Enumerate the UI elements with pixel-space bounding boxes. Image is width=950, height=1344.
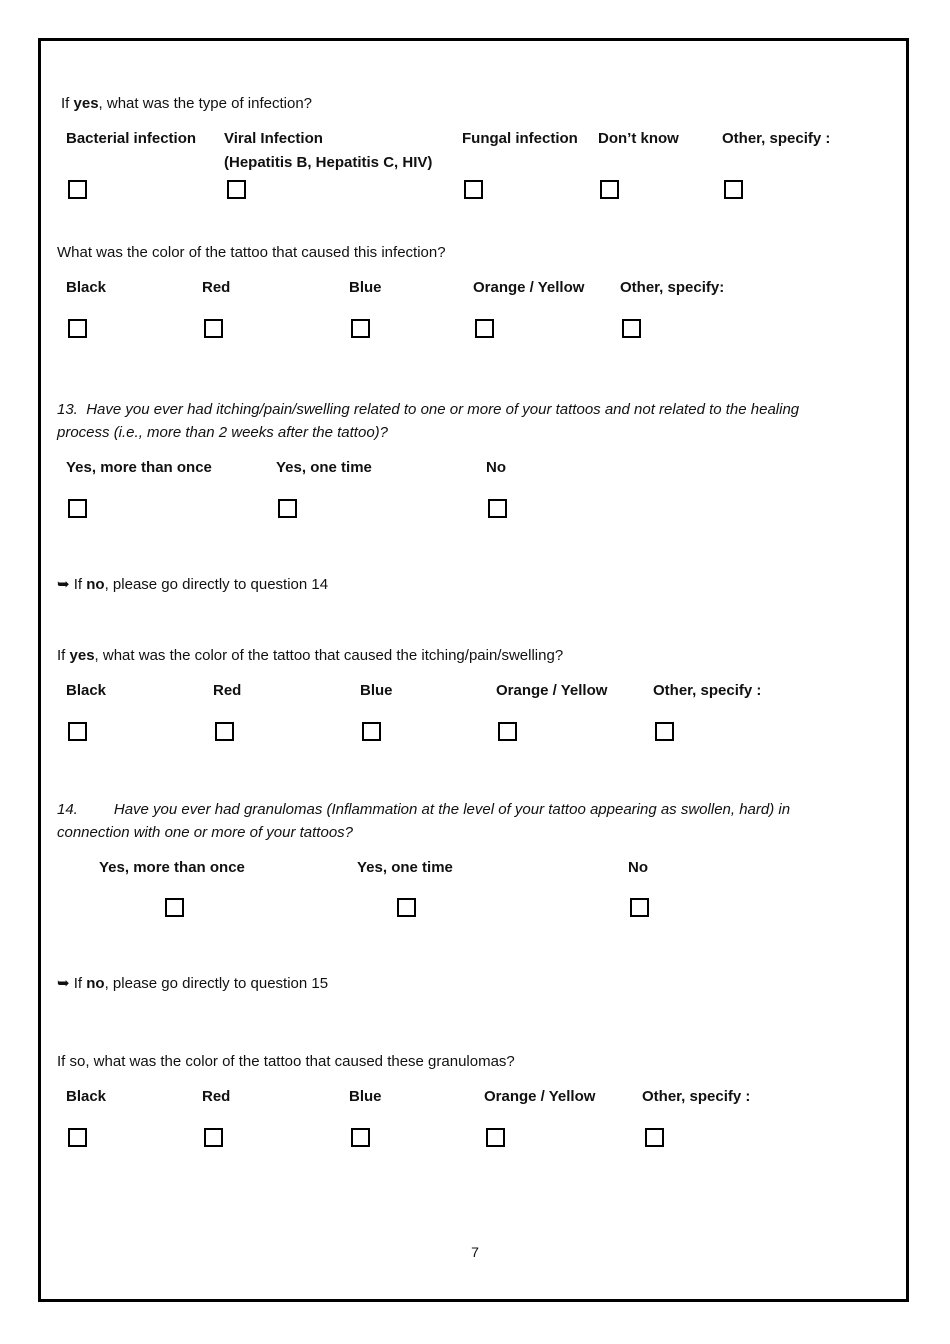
infection-type-question: If yes, what was the type of infection? (61, 95, 313, 112)
option-label: Other, specify : (722, 130, 831, 147)
page-number: 7 (471, 1244, 479, 1260)
option-label: Don’t know (598, 130, 679, 147)
question-13: 13. Have you ever had itching/pain/swelling related to one or more of your tattoos and not related to the healing process (i.e., more than 2 weeks after the tattoo)? (57, 401, 800, 441)
other-infection-checkbox[interactable] (724, 180, 743, 199)
q14-skip-instruction: ➥ If no, please go directly to question 15 (57, 975, 329, 992)
q13-yes-one-time-checkbox[interactable] (278, 499, 297, 518)
q13-no-checkbox[interactable] (488, 499, 507, 518)
granuloma-other-checkbox[interactable] (645, 1128, 664, 1147)
bacterial-infection-checkbox[interactable] (68, 180, 87, 199)
question-14: 14. Have you ever had granulomas (Inflammation at the level of your tattoo appearing as swollen, hard) in connection with one or more of your tattoos? (57, 801, 791, 841)
option-label: Red (213, 682, 242, 699)
option-label: Red (202, 1088, 231, 1105)
infection-orange-yellow-checkbox[interactable] (475, 319, 494, 338)
itching-other-checkbox[interactable] (655, 722, 674, 741)
option-label: Orange / Yellow (484, 1088, 596, 1105)
dont-know-checkbox[interactable] (600, 180, 619, 199)
option-label: Bacterial infection (66, 130, 197, 147)
itching-blue-checkbox[interactable] (362, 722, 381, 741)
arrow-icon: ➥ (57, 975, 70, 992)
option-label: Blue (349, 1088, 382, 1105)
itching-orange-yellow-checkbox[interactable] (498, 722, 517, 741)
option-label: Yes, one time (276, 459, 372, 476)
viral-infection-checkbox[interactable] (227, 180, 246, 199)
option-label: Black (66, 279, 107, 296)
itching-red-checkbox[interactable] (215, 722, 234, 741)
granuloma-red-checkbox[interactable] (204, 1128, 223, 1147)
infection-color-question: What was the color of the tattoo that caused this infection? (57, 244, 446, 261)
q13-skip-instruction: ➥ If no, please go directly to question 14 (57, 576, 329, 593)
option-label: Black (66, 682, 107, 699)
option-label: Other, specify : (653, 682, 762, 699)
option-label: Yes, one time (357, 859, 453, 876)
page-border (38, 38, 909, 1302)
granuloma-black-checkbox[interactable] (68, 1128, 87, 1147)
itching-color-question: If yes, what was the color of the tattoo that caused the itching/pain/swelling? (57, 647, 564, 664)
option-label: No (486, 459, 506, 476)
granuloma-orange-yellow-checkbox[interactable] (486, 1128, 505, 1147)
fungal-infection-checkbox[interactable] (464, 180, 483, 199)
arrow-icon: ➥ (57, 576, 70, 593)
q14-yes-one-time-checkbox[interactable] (397, 898, 416, 917)
option-label: Other, specify: (620, 279, 725, 296)
option-label: Blue (349, 279, 382, 296)
infection-blue-checkbox[interactable] (351, 319, 370, 338)
infection-red-checkbox[interactable] (204, 319, 223, 338)
q14-no-checkbox[interactable] (630, 898, 649, 917)
option-label: Blue (360, 682, 393, 699)
q13-yes-more-than-once-checkbox[interactable] (68, 499, 87, 518)
option-label: Viral Infection (224, 130, 323, 147)
option-label: Orange / Yellow (496, 682, 608, 699)
infection-other-checkbox[interactable] (622, 319, 641, 338)
infection-black-checkbox[interactable] (68, 319, 87, 338)
option-label: Other, specify : (642, 1088, 751, 1105)
itching-black-checkbox[interactable] (68, 722, 87, 741)
granuloma-blue-checkbox[interactable] (351, 1128, 370, 1147)
option-label: Fungal infection (462, 130, 578, 147)
option-label: Red (202, 279, 231, 296)
granuloma-color-question: If so, what was the color of the tattoo that caused these granulomas? (57, 1053, 515, 1070)
option-label: Yes, more than once (66, 459, 212, 476)
option-label: Yes, more than once (99, 859, 245, 876)
option-label: Orange / Yellow (473, 279, 585, 296)
q14-yes-more-than-once-checkbox[interactable] (165, 898, 184, 917)
option-label: Black (66, 1088, 107, 1105)
option-label: No (628, 859, 648, 876)
option-sublabel: (Hepatitis B, Hepatitis C, HIV) (224, 154, 433, 171)
